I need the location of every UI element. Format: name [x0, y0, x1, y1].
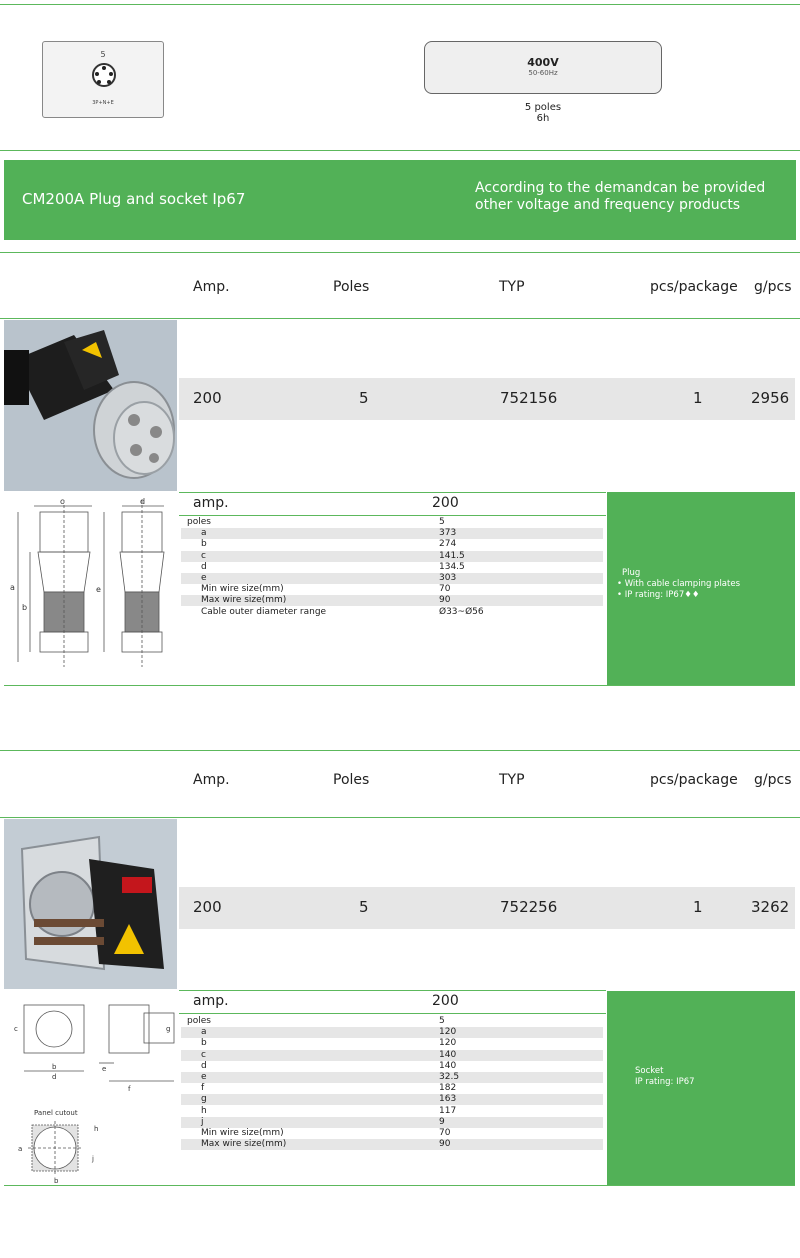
socket-spec-key: g — [201, 1094, 207, 1105]
socket-panel-line-1: IP rating: IP67 — [635, 1077, 695, 1087]
column-header-typ: TYP — [499, 279, 525, 295]
panel-cutout-label: Panel cutout — [34, 1109, 78, 1117]
plug-spec-key: d — [201, 561, 207, 572]
socket-spec-key: b — [201, 1038, 207, 1049]
plug-spec-value: 134.5 — [439, 561, 465, 572]
plug-header-rule-top — [0, 252, 800, 253]
plug-panel-line-1: • With cable clamping plates — [617, 579, 741, 589]
plug-gpcs-cell: 2956 — [751, 389, 790, 407]
socket-spec-row — [181, 1128, 603, 1139]
plug-dim-label-c: c — [60, 497, 65, 506]
plug-spec-header — [179, 492, 606, 516]
plug-spec-key: c — [201, 550, 206, 561]
socket-column-header-poles: Poles — [333, 772, 370, 788]
banner-note — [475, 180, 785, 214]
socket-header-rule-bottom — [0, 817, 800, 818]
plug-amp-cell: 200 — [193, 389, 222, 407]
hours-line: 6h — [536, 113, 550, 124]
socket-spec-key: poles — [187, 1016, 211, 1026]
socket-pcs-cell: 1 — [693, 898, 703, 916]
socket-spec-row — [181, 1139, 603, 1150]
plug-spec-value: 141.5 — [439, 550, 465, 561]
socket-spec-row — [181, 1027, 603, 1038]
socket-spec-key: j — [201, 1116, 204, 1127]
socket-data-row — [179, 887, 795, 929]
socket-dim-label-g: g — [166, 1025, 171, 1033]
plug-dim-label-e: e — [96, 585, 101, 594]
plug-spec-row — [181, 528, 603, 539]
socket-spec-value: 163 — [439, 1094, 457, 1105]
socket-dim-label-b2: b — [54, 1177, 59, 1185]
poles-line: 5 poles — [524, 102, 562, 113]
socket-spec-value: 70 — [439, 1128, 451, 1138]
plug-spec-header-value: 200 — [432, 495, 459, 511]
plug-dim-label-d: d — [140, 497, 146, 506]
socket-spec-value: 32.5 — [439, 1072, 460, 1082]
plug-spec-value: 70 — [439, 584, 451, 595]
section-rule — [0, 150, 800, 151]
socket-spec-row — [181, 1072, 603, 1083]
column-header-pcs: pcs/package — [650, 279, 738, 295]
socket-spec-key: a — [201, 1027, 207, 1038]
plug-spec-key: Min wire size(mm) — [201, 584, 284, 595]
socket-typ-cell: 752256 — [500, 898, 558, 916]
voltage-box — [424, 41, 662, 94]
plug-description-panel — [607, 492, 795, 685]
socket-spec-row — [181, 1083, 603, 1094]
socket-dim-label-b: b — [52, 1063, 57, 1071]
socket-spec-key: c — [201, 1049, 206, 1060]
socket-spec-key: f — [201, 1083, 205, 1094]
socket-spec-row — [181, 1016, 603, 1027]
voltage-label: 400V — [527, 56, 559, 69]
plug-spec-row — [181, 607, 603, 618]
socket-dim-label-d: d — [52, 1073, 57, 1081]
plug-spec-key: Cable outer diameter range — [201, 606, 327, 617]
pin-layout-icon — [92, 63, 116, 87]
socket-spec-value: 120 — [439, 1038, 457, 1049]
socket-spec-key: Max wire size(mm) — [201, 1139, 287, 1150]
poles-hours-label — [424, 102, 662, 124]
socket-header-rule-top — [0, 750, 800, 751]
plug-spec-row — [181, 584, 603, 595]
socket-spec-key: e — [201, 1072, 207, 1082]
plug-dim-label-a: a — [10, 583, 15, 592]
socket-description-panel — [607, 991, 795, 1185]
socket-dim-label-h: h — [94, 1125, 99, 1133]
socket-dim-label-a: a — [18, 1145, 23, 1153]
socket-spec-row — [181, 1061, 603, 1072]
socket-product-photo — [4, 819, 177, 989]
column-header-amp: Amp. — [193, 279, 230, 295]
plug-typ-cell: 752156 — [500, 389, 558, 407]
column-header-gpcs: g/pcs — [754, 279, 792, 295]
socket-column-header-pcs: pcs/package — [650, 772, 738, 788]
plug-spec-value: 90 — [439, 595, 451, 606]
banner-note-line-2: other voltage and frequency products — [475, 197, 741, 213]
plug-panel-line-2: • IP rating: IP67♦♦ — [617, 590, 700, 600]
plug-spec-value: Ø33~Ø56 — [439, 606, 484, 617]
top-rule — [0, 4, 800, 5]
plug-product-photo — [4, 320, 177, 491]
socket-table-bottom-rule — [4, 1185, 795, 1186]
product-banner — [4, 160, 796, 240]
plug-table-bottom-rule — [4, 685, 795, 686]
socket-spec-row — [181, 1094, 603, 1105]
socket-column-header-gpcs: g/pcs — [754, 772, 792, 788]
socket-dim-label-f: f — [128, 1085, 131, 1093]
plug-spec-key: Max wire size(mm) — [201, 595, 287, 606]
plug-spec-key: e — [201, 573, 207, 583]
socket-column-header-typ: TYP — [499, 772, 525, 788]
socket-poles-cell: 5 — [359, 898, 369, 916]
socket-spec-row — [181, 1117, 603, 1128]
socket-spec-value: 5 — [439, 1016, 445, 1026]
socket-panel-title: Socket — [635, 1066, 664, 1076]
socket-spec-header-label: amp. — [193, 993, 229, 1009]
plug-spec-key: poles — [187, 517, 211, 527]
pin-configuration-box — [42, 41, 164, 118]
pin-number: 5 — [100, 50, 106, 59]
plug-data-row — [179, 378, 795, 420]
plug-header-rule-bottom — [0, 318, 800, 319]
socket-column-header-amp: Amp. — [193, 772, 230, 788]
banner-title: CM200A Plug and socket Ip67 — [22, 190, 246, 208]
plug-spec-row — [181, 517, 603, 528]
socket-spec-value: 120 — [439, 1027, 457, 1038]
socket-spec-key: Min wire size(mm) — [201, 1128, 284, 1138]
plug-spec-value: 274 — [439, 539, 457, 550]
socket-spec-row — [181, 1038, 603, 1049]
plug-spec-row — [181, 539, 603, 550]
socket-dimension-drawing — [4, 991, 177, 1185]
plug-spec-row — [181, 551, 603, 562]
socket-spec-value: 90 — [439, 1139, 451, 1150]
socket-amp-cell: 200 — [193, 898, 222, 916]
plug-spec-row — [181, 562, 603, 573]
socket-spec-value: 9 — [439, 1116, 445, 1127]
plug-dim-label-b: b — [22, 603, 28, 612]
plug-spec-key: a — [201, 528, 207, 539]
plug-pcs-cell: 1 — [693, 389, 703, 407]
pin-caption: 3P+N+E — [92, 100, 114, 106]
socket-dim-label-c: c — [14, 1025, 18, 1033]
plug-dimension-drawing — [4, 492, 177, 684]
socket-spec-value: 117 — [439, 1105, 457, 1116]
plug-spec-row — [181, 595, 603, 606]
socket-dim-label-e: e — [102, 1065, 107, 1073]
socket-spec-key: d — [201, 1060, 207, 1071]
socket-spec-value: 140 — [439, 1060, 457, 1071]
plug-panel-title: Plug — [622, 568, 641, 578]
socket-gpcs-cell: 3262 — [751, 898, 790, 916]
frequency-label: 50-60Hz — [528, 69, 558, 77]
plug-spec-header-label: amp. — [193, 495, 229, 511]
plug-spec-row — [181, 573, 603, 584]
plug-spec-value: 373 — [439, 528, 457, 539]
plug-poles-cell: 5 — [359, 389, 369, 407]
socket-spec-row — [181, 1106, 603, 1117]
banner-note-line-1: According to the demandcan be provided — [475, 180, 766, 196]
column-header-poles: Poles — [333, 279, 370, 295]
socket-spec-row — [181, 1050, 603, 1061]
plug-spec-value: 303 — [439, 573, 457, 583]
socket-spec-key: h — [201, 1105, 207, 1116]
socket-dim-label-j: j — [92, 1155, 94, 1163]
socket-spec-header-value: 200 — [432, 993, 459, 1009]
socket-spec-header — [179, 990, 606, 1014]
socket-spec-value: 182 — [439, 1083, 457, 1094]
socket-spec-value: 140 — [439, 1049, 457, 1060]
plug-spec-value: 5 — [439, 517, 445, 527]
plug-spec-key: b — [201, 539, 207, 550]
